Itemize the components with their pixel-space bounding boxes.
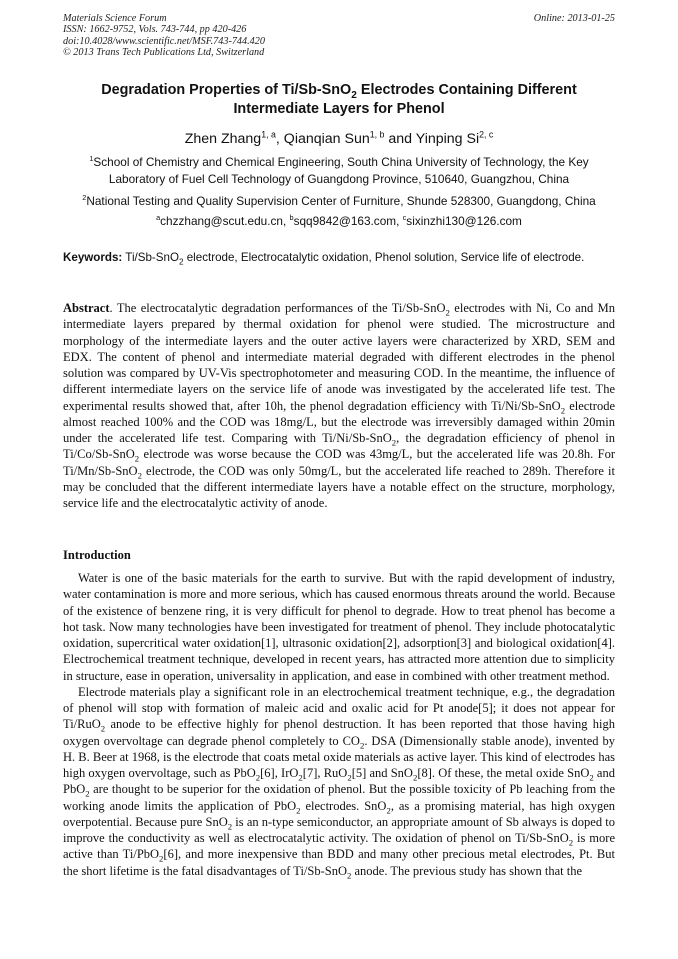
email-link: sqq9842@163.com, (293, 214, 403, 228)
paper-title: Degradation Properties of Ti/Sb-SnO$_2$ Electrodes Containing Different Intermediate Layers for Phenol (101, 82, 577, 117)
author-name: Zhen Zhang (184, 131, 262, 147)
journal-copyright: © 2013 Trans Tech Publications Ltd, Switzerland (63, 46, 265, 58)
abstract-label: Abstract (63, 301, 110, 315)
author-name: Yinping Si (415, 131, 480, 147)
paragraph: Water is one of the basic materials for the earth to survive. But with the rapid development of industry, water contamination is more and more serious, which has caused enormous threats around the world. Because of the existence of benzene ring, it is very difficult for phenol to degrade. How to treat phenol has become a hot task. Now many technologies have been investigated for treatment of phenol. They include photocatalytic oxidation, supercritical water oxidation[1], ultrasonic oxidation[2], adsorption[3] and biological oxidation[4]. Electrochemical treatment technique, developed in recent years, has attracted more attention due to simplicity in structure, ease in operation, universality in application, and ease in combined with other treatment method. (63, 571, 615, 683)
online-date: Online: 2013-01-25 (533, 13, 615, 24)
affiliation-1: $^1$School of Chemistry and Chemical Engineering, South China University of Technology, the Key Laboratory of Fuel Cell Technology of Guangdong Province, 510640, Guangzhou, China (89, 154, 589, 186)
journal-name: Materials Science Forum (63, 13, 167, 24)
journal-header (63, 13, 615, 58)
abstract: Abstract. The electrocatalytic degradation performances of the Ti/Sb-SnO$_2$ electrodes with Ni, Co and Mn intermediate layers prepared by thermal oxidation for phenol were studied. The microstructure and morphology of the intermediate layers and the outer active layers were characterized by XRD, SEM and EDX. The content of phenol and intermediate material degraded with different electrodes in the phenol solution was compared by UV-Vis spectrophotometer and measuring COD. In the meantime, the influence of different intermediate layers on the service life of anode was investigated by the accelerated life test. The experimental results showed that, after 10h, the phenol degradation efficiency with Ti/Ni/Sb-SnO$_2$ electrode almost reached 100% and the COD was 18mg/L, but the electrode was irreversibly damaged within 20min under the accelerated life test. Comparing with Ti/Ni/Sb-SnO$_2$, the degradation efficiency of phenol in Ti/Co/Sb-SnO$_2$ electrode was worse because the COD was 43mg/L, but the accelerated life was 20.8h. For Ti/Mn/Sb-SnO$_2$ electrode, the COD was only 50mg/L, but the accelerated life reached to 289h. Therefore it may be concluded that the different intermediate layers have a notable effect on the structure, morphology, service life and the electrocatalytic activity of anode. (63, 301, 616, 510)
introduction-body (63, 570, 615, 879)
author-name: Qianqian Sun (283, 131, 370, 147)
affiliation-2: $^2$National Testing and Quality Supervision Center of Furniture, Shunde 528300, Guangdong, China (82, 193, 596, 208)
journal-issn: ISSN: 1662-9752, Vols. 743-744, pp 420-426 (63, 24, 247, 36)
author-emails: $^a$chzzhang@scut.edu.cn, $^b$sqq9842@163.com, $^c$sixinzhi130@126.com (156, 213, 522, 228)
paragraph: Electrode materials play a significant role in an electrochemical treatment technique, e.g., the degradation of phenol will stop with formation of maleic acid and oxalic acid for Pt anode[5]; it does not appear for Ti/RuO$_2$ anode to be effective highly for phenol destruction. It has been reported that those having high oxygen overvoltage can degrade phenol completely to $CO_2$. DSA (Dimensionally stable anode), invented by H. B. Beer at 1968, is the electrode that coats metal oxide materials as active layer. This kind of electrodes has high oxygen overvoltage, such as PbO$_2$[6], IrO$_2$[7], RuO$_2$[5] and SnO$_2$[8]. Of these, the metal oxide SnO$_2$ and PbO$_2$ are thought to be superior for the oxidation of phenol. But the possible toxicity of Pb leaching from the working anode limits the application of PbO$_2$ electrodes. SnO$_2$, as a promising material, has high oxygen overpotential. Because pure SnO$_2$ is an n-type semiconductor, an appropriate amount of Sb always is doped to improve the conductivity as well as electrocatalytic activity. The oxidation of phenol on Ti/Sb-SnO$_2$ is more active than Ti/PbO$_2$[6], and more inexpensive than BDD and many other precious metal electrodes, Pt. But the short lifetime is the fatal disadvantages of Ti/Sb-SnO$_2$ anode. The previous study has shown that the (63, 684, 615, 880)
section-heading-introduction: Introduction (63, 548, 131, 562)
email-link: chzzhang@scut.edu.cn, (160, 214, 290, 228)
keywords-label: Keywords: (63, 251, 123, 264)
email-link: sixinzhi130@126.com (406, 214, 522, 228)
keywords: Keywords: Ti/Sb-SnO$_2$ electrode, Electrocatalytic oxidation, Phenol solution, Service life of electrode. (63, 251, 585, 267)
journal-doi: doi:10.4028/www.scientific.net/MSF.743-744.420 (63, 35, 265, 47)
author-list: Zhen Zhang$^{1, a}$, Qianqian Sun$^{1, b}$ and Yinping Si$^{2, c}$ (184, 129, 494, 147)
